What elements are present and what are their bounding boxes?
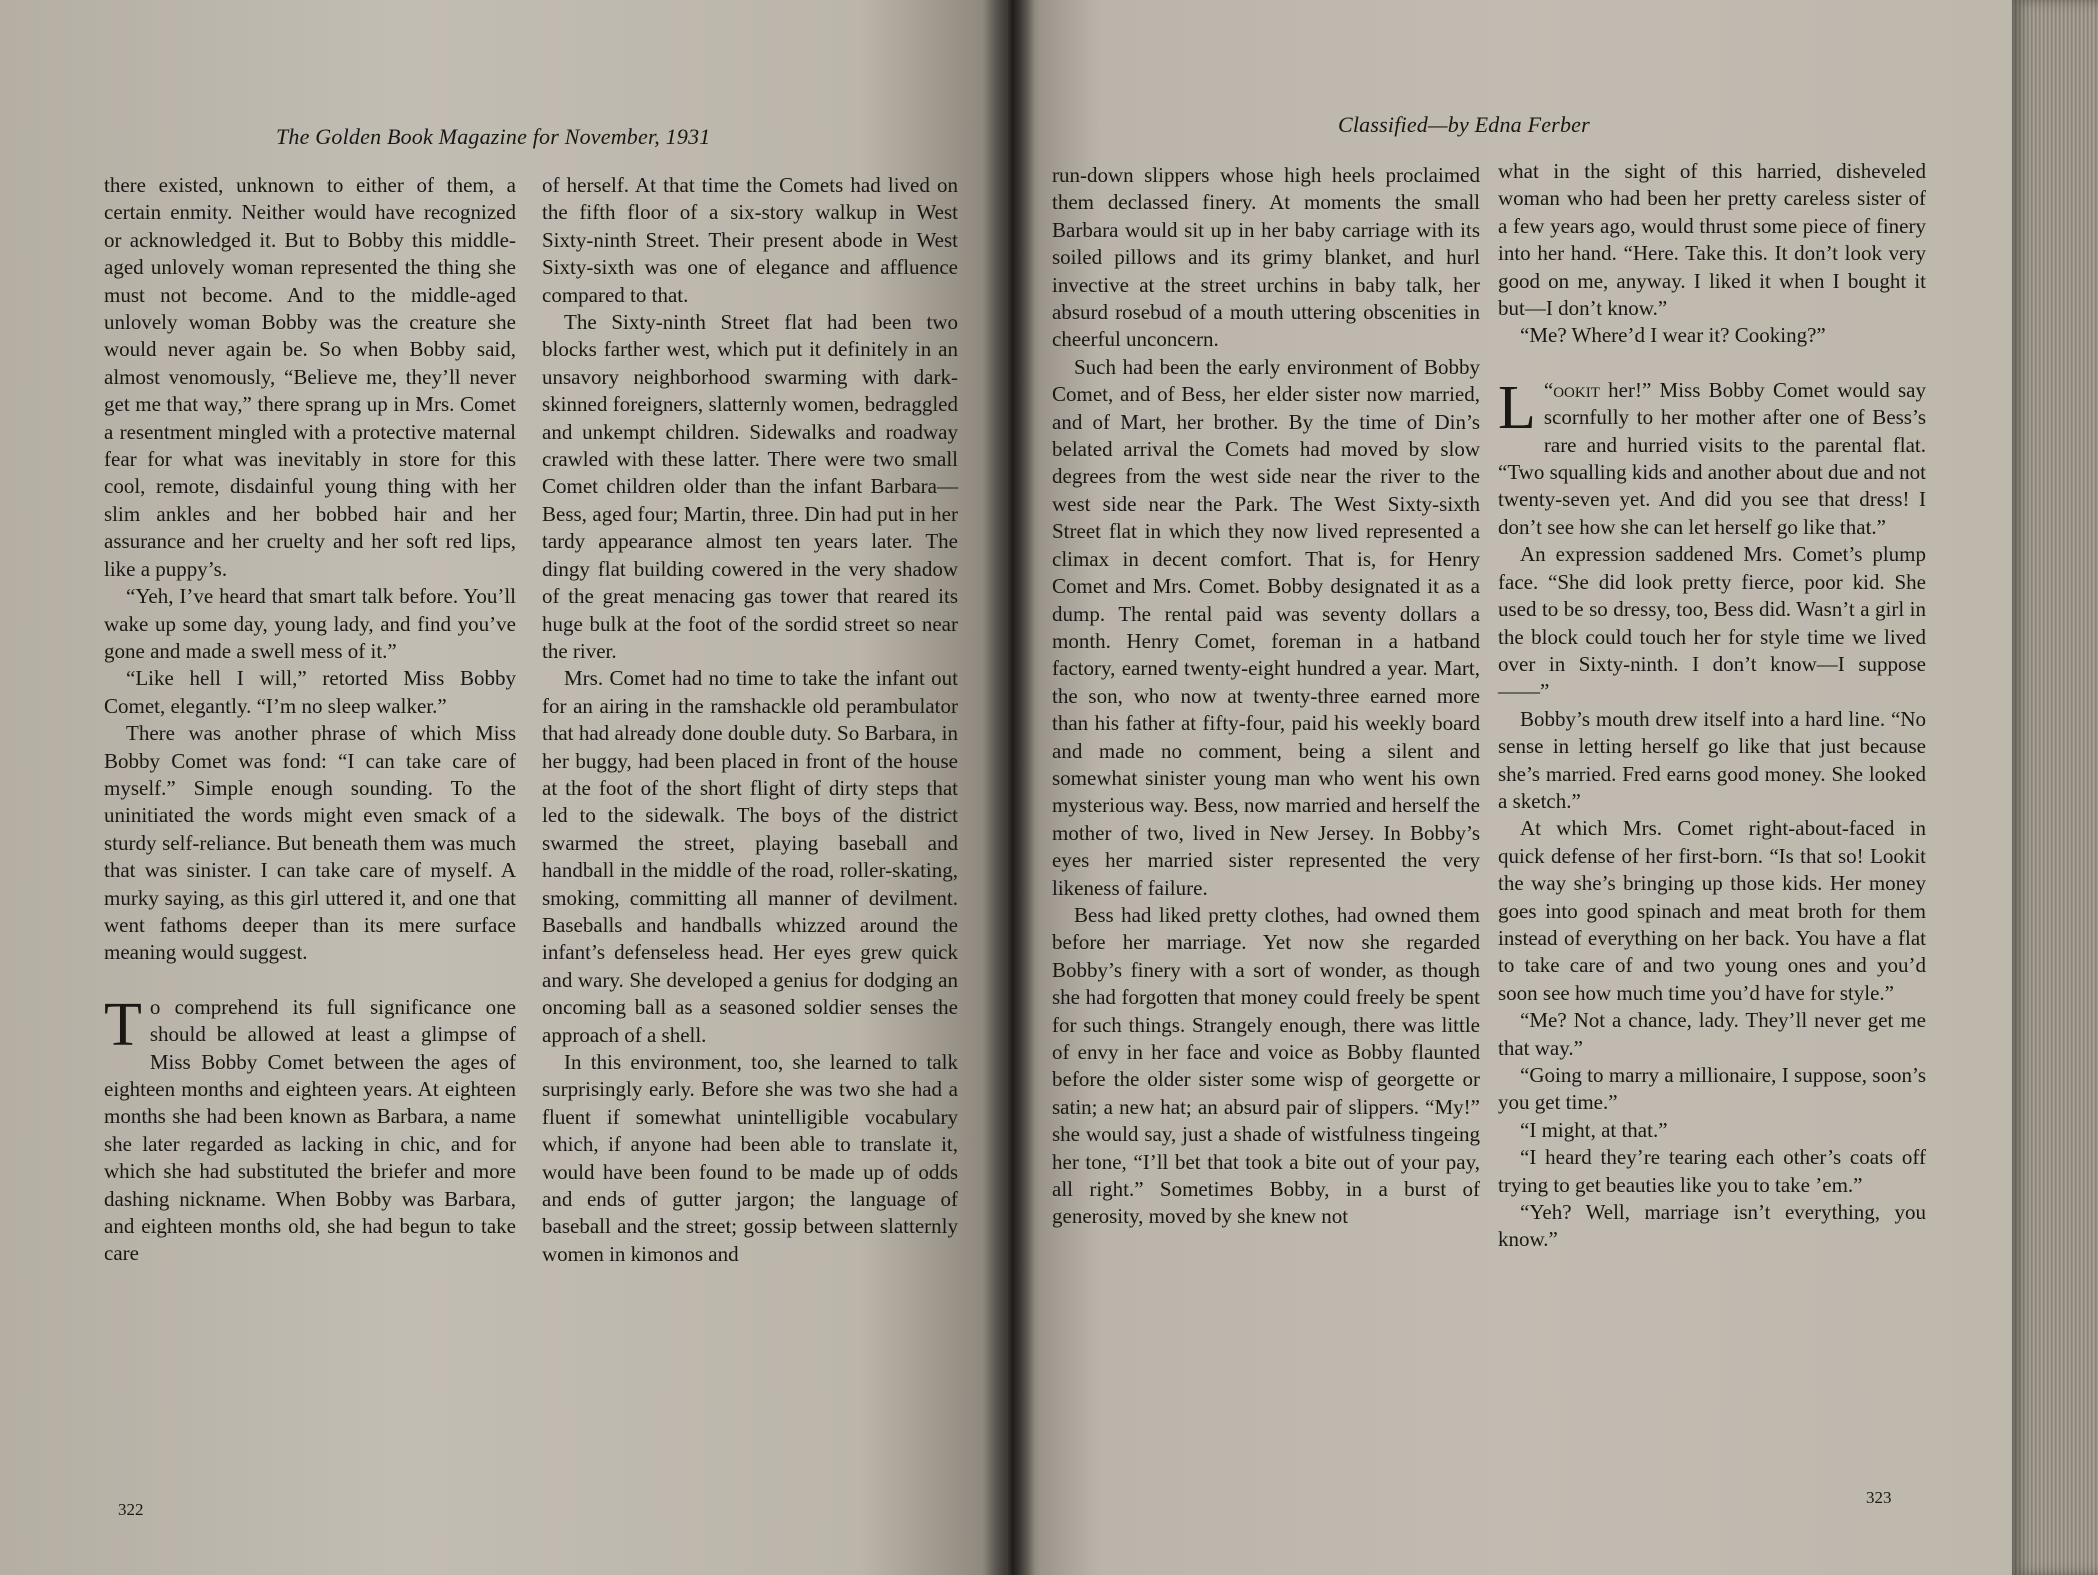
drop-cap-smallcaps: ookit <box>1553 377 1600 402</box>
drop-cap-paragraph <box>104 990 516 1268</box>
running-head-right: Classified—by Edna Ferber <box>1338 112 1590 137</box>
page-number-right: 323 <box>1866 1488 1892 1507</box>
paragraph: of herself. At that time the Comets had lived on the fifth floor of a six-story walkup in West Sixty-ninth Street. Their present abode in West Sixty-sixth was one of elegance and affluence compared to that. <box>542 173 958 307</box>
paragraph: “Like hell I will,” retorted Miss Bobby Comet, elegantly. “I’m no sleep walker.” <box>104 666 516 718</box>
paragraph: run-down slippers whose high heels proclaimed them declassed finery. At moments the small Barbara would sit up in her baby carriage with its soiled pillows and its grimy blanket, and hurl invective at the street urchins in baby talk, her absurd rosebud of a mouth uttering obscenities in cheerful unconcern. <box>1052 163 1480 352</box>
text-column-2 <box>542 172 958 1268</box>
paragraph: Such had been the early environment of Bobby Comet, and of Bess, her elder sister now married, and of Mart, her brother. By the time of Din’s belated arrival the Comets had moved by slow degrees from the west side near the river to the west side near the Park. The West Sixty-sixth Street flat in which they now lived represented a climax in decent comfort. That is, for Henry Comet and Mrs. Comet. Bobby designated it as a dump. The rental paid was seventy dollars a month. Henry Comet, foreman in a hatband factory, earned twenty-eight hundred a year. Mart, the son, who now at twenty-three earned more than his father at fifty-four, paid his weekly board and made no comment, being a silent and somewhat sinister young man who went his own mysterious way. Bess, now married and herself the mother of two, lived in New Jersey. In Bobby’s eyes her married sister represented the very likeness of failure. <box>1052 354 1480 900</box>
paragraph: “Yeh, I’ve heard that smart talk before. You’ll wake up some day, young lady, and find you’ve gone and made a swell mess of it.” <box>104 584 516 663</box>
paragraph: “Going to marry a millionaire, I suppose, soon’s you get time.” <box>1498 1063 1926 1115</box>
paragraph: Mrs. Comet had no time to take the infant out for an airing in the ramshackle old perambulator that had already done double duty. So Barbara, in her buggy, had been placed in front of the house at the foot of the short flight of dirty steps that led to the sidewalk. The boys of the district swarmed the street, playing baseball and handball in the middle of the road, roller-skating, smoking, committing all manner of devilment. Baseballs and handballs whizzed around the infant’s defenseless head. Her eyes grew quick and wary. She developed a genius for dodging an oncoming ball as a seasoned soldier senses the approach of a shell. <box>542 666 958 1047</box>
paragraph: there existed, unknown to either of them, a certain enmity. Neither would have recognized or acknowledged it. But to Bobby this middle-aged unlovely woman represented the thing she must not become. And to the middle-aged unlovely woman Bobby was the creature she would never again be. So when Bobby said, almost venomously, “Believe me, they’ll never get me that way,” there sprang up in Mrs. Comet a resentment mingled with a protective maternal fear for what was inevitably in store for this cool, remote, disdainful young thing with her slim ankles and her bobbed hair and her assurance and her cruelty and her soft red lips, like a puppy’s. <box>104 173 516 581</box>
drop-cap-text: o comprehend its full significance one should be allowed at least a glimpse of Miss Bobby Comet between the ages of eighteen months and eighteen years. At eighteen months she had been known as Barbara, a name she later regarded as lacking in chic, and for which she had substituted the briefer and more dashing nickname. When Bobby was Barbara, and eighteen months old, she had begun to take care <box>104 994 516 1266</box>
paragraph: “I heard they’re tearing each other’s coats off trying to get beauties like you to take ’em.” <box>1498 1145 1926 1197</box>
drop-cap: T <box>104 990 142 1059</box>
paragraph: There was another phrase of which Miss Bobby Comet was fond: “I can take care of myself.” Simple enough sounding. To the uninitiated the words might even smack of a sturdy self-reliance. But beneath them was much that was sinister. I can take care of myself. A murky saying, as this girl uttered it, and one that went fathoms deeper than its mere surface meaning would suggest. <box>104 721 516 965</box>
left-page <box>0 0 1012 1575</box>
right-page <box>1010 0 2015 1575</box>
paragraph: An expression saddened Mrs. Comet’s plump face. “She did look pretty fierce, poor kid. She used to be so dressy, too, Bess did. Wasn’t a girl in the block could touch her for style time we lived over in Sixty-ninth. I don’t know—I suppose——” <box>1498 542 1926 704</box>
paragraph: “Me? Where’d I wear it? Cooking?” <box>1520 323 1826 348</box>
paragraph: Bess had liked pretty clothes, had owned them before her marriage. Yet now she regarded Bobby’s finery with a sort of wonder, as though she had forgotten that money could freely be spent for such things. Strangely enough, there was little of envy in her face and voice as Bobby flaunted before the older sister some wisp of georgette or satin; a new hat; an absurd pair of slippers. “My!” she would say, just a shade of wistfulness tingeing her tone, “I’ll bet that took a bite out of your pay, all right.” Sometimes Bobby, in a burst of generosity, moved by she knew not <box>1052 902 1480 1229</box>
page-edges <box>2012 0 2098 1575</box>
drop-cap-text: her!” Miss Bobby Comet would say scornfully to her mother after one of Bess’s rare and hurried visits to the parental flat. “Two squalling kids and another about due and not twenty-seven yet. And did you see that dress! I don’t see how she can let herself go like that.” <box>1498 377 1926 539</box>
drop-cap-paragraph: “ L ookit her!” Miss Bobby Comet would say scornfully to her mother after one of Bess’s rare and hurried visits to the parental flat. “Two squalling kids and another about due and not twenty-seven yet. And did you see that dress! I don’t see how she can let herself go like that.” <box>1498 373 1926 539</box>
paragraph: In this environment, too, she learned to talk surprisingly early. Before she was two she had a fluent if somewhat unintelligible vocabulary which, if anyone had been able to translate it, would have been found to be made up of odds and ends of gutter jargon; the language of baseball and the street; gossip between slatternly women in kimonos and <box>542 1050 958 1266</box>
section-break <box>104 967 516 994</box>
paragraph: “Me? Not a chance, lady. They’ll never get me that way.” <box>1498 1008 1926 1060</box>
text-column-1 <box>104 172 516 1268</box>
page-number-left: 322 <box>118 1500 144 1519</box>
paragraph: “Yeh? Well, marriage isn’t everything, you know.” <box>1498 1200 1926 1252</box>
text-column-3 <box>1052 162 1480 1231</box>
book-gutter <box>985 0 1035 1575</box>
section-break <box>1498 350 1926 377</box>
paragraph: what in the sight of this harried, disheveled woman who had been her pretty careless sister of a few years ago, would thrust some piece of finery into her hand. “Here. Take this. It don’t look very good on me, anyway. I liked it when I bought it but—I don’t know.” <box>1498 159 1926 321</box>
paragraph: “I might, at that.” <box>1520 1117 1668 1142</box>
text-column-4 <box>1498 158 1926 1254</box>
paragraph: The Sixty-ninth Street flat had been two blocks farther west, which put it definitely in an unsavory neighborhood swarming with dark-skinned foreigners, slatternly women, bedraggled and unkempt children. Sidewalks and roadway crawled with these latter. There were two small Comet children older than the infant Barbara—Bess, aged four; Martin, three. Din had put in her tardy appearance almost ten years later. The dingy flat building cowered in the very shadow of the great menacing gas tower that reared its huge bulk at the foot of the sordid street so near the river. <box>542 310 958 663</box>
drop-cap: L <box>1498 373 1536 442</box>
paragraph: Bobby’s mouth drew itself into a hard line. “No sense in letting herself go like that just because she’s married. Fred earns good money. She looked a sketch.” <box>1498 706 1926 813</box>
running-head-left: The Golden Book Magazine for November, 1931 <box>276 124 711 149</box>
paragraph: At which Mrs. Comet right-about-faced in quick defense of her first-born. “Is that so! Lookit the way she’s bringing up those kids. Her money goes into good spinach and meat broth for them instead of everything on her back. You have a flat to take care of and two young ones and you’d soon see how much time you’d have for style.” <box>1498 816 1926 1005</box>
